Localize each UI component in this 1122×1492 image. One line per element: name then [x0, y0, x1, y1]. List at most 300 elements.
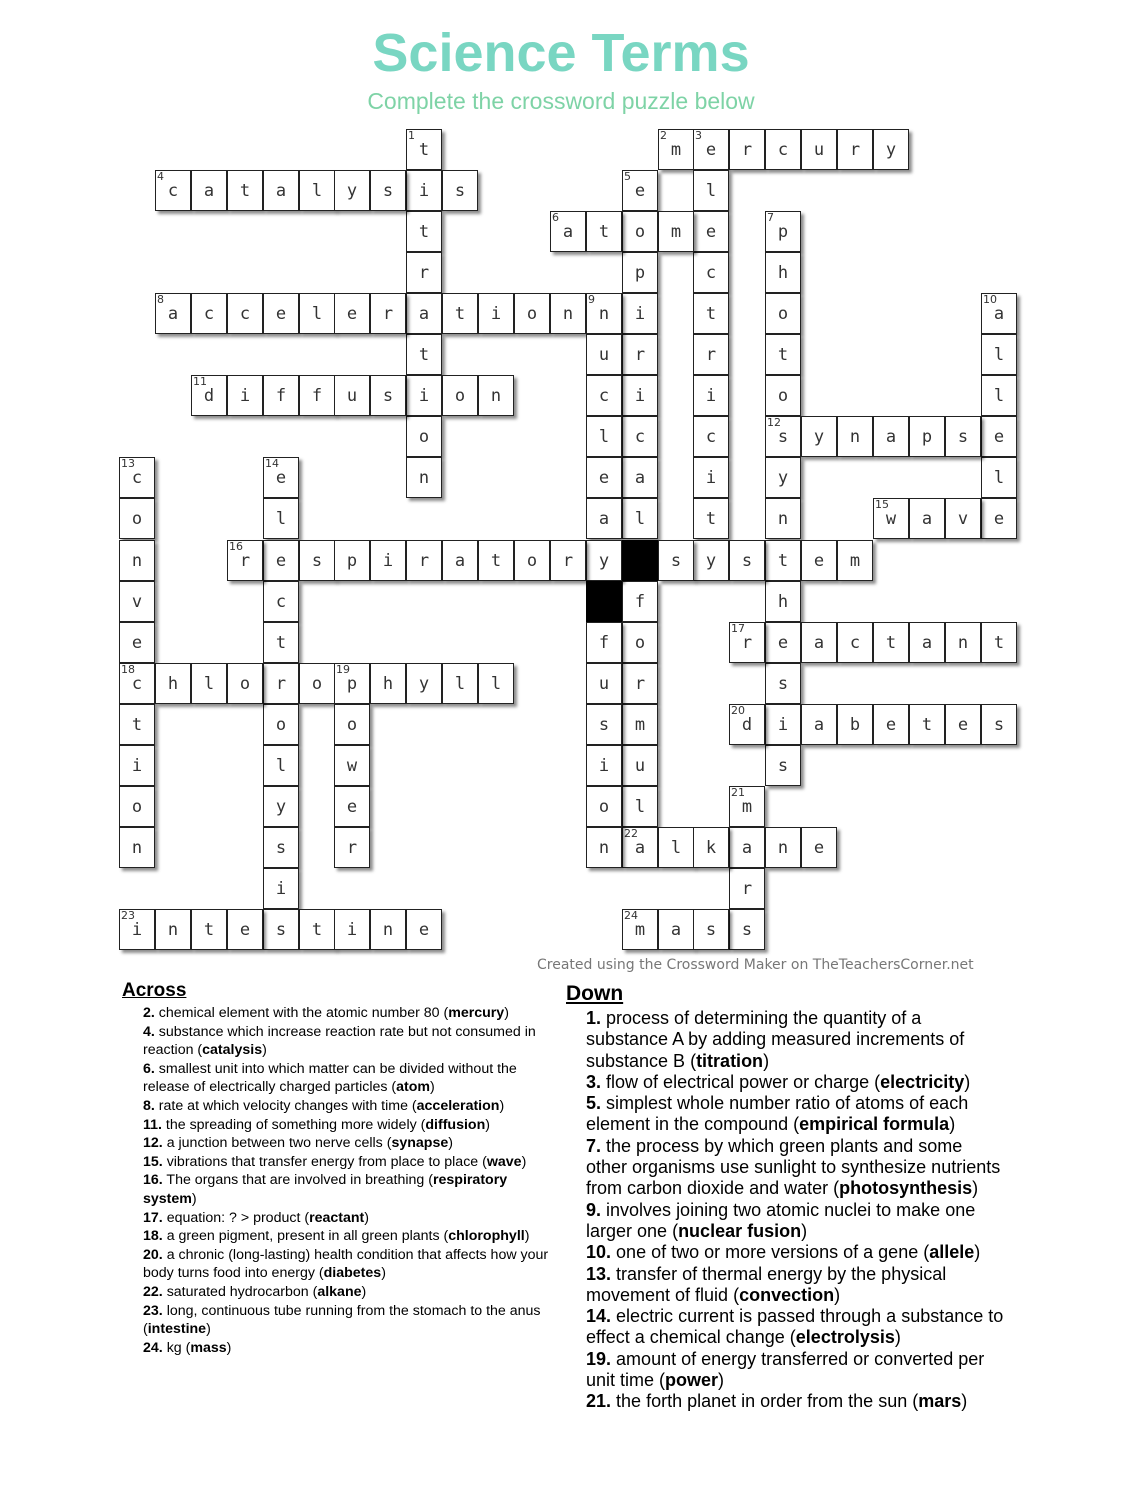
- clue-number: 23.: [143, 1302, 163, 1319]
- crossword-cell: [873, 416, 909, 457]
- cell-letter: a: [993, 304, 1005, 324]
- cell-letter: e: [346, 797, 358, 817]
- cell-letter: s: [993, 715, 1005, 735]
- crossword-cell: [586, 663, 622, 704]
- cell-letter: e: [131, 633, 143, 653]
- clue-number: 3.: [586, 1071, 602, 1092]
- crossword-cell: [119, 540, 155, 581]
- across-clue: 17. equation: ? > product (reactant): [143, 1209, 369, 1226]
- cell-number: 5: [624, 170, 631, 183]
- crossword-cell: [729, 622, 765, 663]
- cell-letter: r: [741, 879, 753, 899]
- cell-letter: n: [849, 427, 861, 447]
- cell-letter: r: [418, 263, 430, 283]
- cell-letter: l: [311, 181, 323, 201]
- cell-letter: l: [634, 509, 646, 529]
- down-clue: 1. process of determining the quantity of a substance A by adding measured increments of substance B (titration): [586, 1008, 965, 1071]
- crossword-cell: [622, 909, 658, 950]
- cell-letter: r: [382, 304, 394, 324]
- cell-letter: y: [418, 674, 430, 694]
- crossword-cell: [873, 704, 909, 745]
- down-clues: [566, 982, 1006, 1413]
- clue-answer: reactant: [309, 1209, 365, 1226]
- crossword-cell: [263, 663, 299, 704]
- cell-letter: r: [634, 345, 646, 365]
- crossword-cell: [729, 704, 765, 745]
- crossword-cell: [693, 252, 729, 293]
- crossword-cell: [981, 704, 1017, 745]
- cell-letter: s: [705, 920, 717, 940]
- clue-answer: nuclear fusion: [678, 1220, 802, 1241]
- clue-answer: catalysis: [202, 1042, 263, 1059]
- cell-letter: o: [131, 509, 143, 529]
- cell-letter: t: [239, 181, 251, 201]
- crossword-cell: [945, 704, 981, 745]
- cell-letter: l: [275, 509, 287, 529]
- cell-letter: r: [418, 551, 430, 571]
- clue-text: simplest whole number ratio of atoms of each element in the compound: [586, 1093, 969, 1135]
- crossword-cell: [550, 211, 586, 252]
- cell-letter: d: [203, 386, 215, 406]
- cell-letter: h: [777, 263, 789, 283]
- crossword-cell: [981, 293, 1017, 334]
- cell-letter: t: [275, 633, 287, 653]
- crossword-cell: [227, 293, 263, 334]
- clue-number: 15.: [143, 1153, 163, 1170]
- cell-letter: e: [346, 304, 358, 324]
- cell-number: 23: [121, 909, 135, 922]
- cell-letter: t: [454, 304, 466, 324]
- crossword-cell: [442, 663, 478, 704]
- across-clue: 24. kg (mass): [143, 1339, 232, 1356]
- crossword-cell: [945, 498, 981, 539]
- cell-letter: l: [275, 756, 287, 776]
- crossword-cell: [765, 704, 801, 745]
- crossword-cell: [622, 293, 658, 334]
- cell-letter: s: [382, 181, 394, 201]
- crossword-cell: [370, 375, 406, 416]
- clue-number: 12.: [143, 1135, 163, 1152]
- clue-answer: titration: [696, 1050, 764, 1071]
- cell-letter: c: [598, 386, 610, 406]
- crossword-cell: [406, 252, 442, 293]
- crossword-cell: [406, 129, 442, 170]
- clue-number: 19.: [586, 1348, 612, 1369]
- cell-letter: t: [885, 633, 897, 653]
- crossword-cell: [981, 498, 1017, 539]
- crossword-cell: [729, 868, 765, 909]
- crossword-cell: [729, 909, 765, 950]
- crossword-cell: [693, 909, 729, 950]
- clue-answer: diabetes: [323, 1265, 382, 1282]
- crossword-cell: [765, 581, 801, 622]
- crossword-cell: [334, 375, 370, 416]
- crossword-cell: [478, 663, 514, 704]
- cell-letter: s: [957, 427, 969, 447]
- cell-letter: o: [275, 715, 287, 735]
- clue-answer: empirical formula: [799, 1114, 950, 1135]
- cell-letter: s: [670, 551, 682, 571]
- cell-letter: a: [885, 427, 897, 447]
- cell-letter: i: [490, 304, 502, 324]
- cell-letter: y: [813, 427, 825, 447]
- cell-number: 11: [193, 375, 207, 388]
- cell-letter: r: [741, 633, 753, 653]
- crossword-cell: [765, 622, 801, 663]
- cell-letter: h: [167, 674, 179, 694]
- clue-answer: chlorophyll: [448, 1228, 525, 1245]
- crossword-cell: [119, 622, 155, 663]
- crossword-cell: [406, 293, 442, 334]
- crossword-cell: [155, 909, 191, 950]
- crossword-cell: [299, 293, 335, 334]
- crossword-cell: [370, 293, 406, 334]
- crossword-cell: [658, 129, 694, 170]
- crossword-cell: [334, 827, 370, 868]
- cell-letter: f: [598, 633, 610, 653]
- crossword-cell: [693, 827, 729, 868]
- cell-letter: i: [346, 920, 358, 940]
- crossword-cell: [406, 909, 442, 950]
- clue-text: chemical element with the atomic number 80: [158, 1005, 440, 1021]
- crossword-cell: [658, 909, 694, 950]
- cell-number: 13: [121, 457, 135, 470]
- crossword-cell: [837, 416, 873, 457]
- clue-number: 21.: [586, 1391, 612, 1412]
- crossword-cell: [478, 293, 514, 334]
- cell-letter: a: [562, 222, 574, 242]
- cell-letter: n: [131, 551, 143, 571]
- black-square: [586, 581, 622, 622]
- cell-letter: s: [311, 551, 323, 571]
- crossword-cell: [622, 663, 658, 704]
- cell-letter: t: [418, 345, 430, 365]
- clue-answer: mass: [190, 1339, 227, 1356]
- clue-text: the forth planet in order from the sun: [616, 1391, 908, 1412]
- crossword-cell: [263, 909, 299, 950]
- cell-letter: m: [849, 551, 861, 571]
- cell-letter: p: [777, 222, 789, 242]
- cell-letter: i: [705, 386, 717, 406]
- cell-letter: l: [454, 674, 466, 694]
- down-clue: 19. amount of energy transferred or converted per unit time (power): [586, 1348, 985, 1391]
- cell-letter: a: [670, 920, 682, 940]
- crossword-cell: [155, 293, 191, 334]
- cell-letter: o: [777, 386, 789, 406]
- cell-letter: c: [203, 304, 215, 324]
- cell-letter: r: [741, 140, 753, 160]
- cell-number: 6: [552, 211, 559, 224]
- cell-letter: u: [813, 140, 825, 160]
- crossword-cell: [873, 129, 909, 170]
- cell-letter: e: [885, 715, 897, 735]
- crossword-cell: [765, 293, 801, 334]
- cell-letter: o: [598, 797, 610, 817]
- across-clue: 11. the spreading of something more widely (diffusion): [143, 1116, 490, 1133]
- cell-letter: c: [777, 140, 789, 160]
- crossword-cell: [263, 704, 299, 745]
- cell-letter: e: [813, 551, 825, 571]
- across-heading: Across: [122, 980, 187, 1001]
- cell-number: 22: [624, 827, 638, 840]
- down-clue: 7. the process by which green plants and some other organisms use sunlight to synthesize nutrients from carbon dioxide and water (photosynthesis): [586, 1135, 1001, 1199]
- crossword-cell: [622, 745, 658, 786]
- cell-letter: e: [239, 920, 251, 940]
- cell-letter: n: [490, 386, 502, 406]
- clue-text: electric current is passed through a substance to effect a chemical change: [586, 1306, 1004, 1348]
- across-clue: 20. a chronic (long-lasting) health condition that affects how your body turns food into energy (diabetes): [143, 1246, 549, 1282]
- clue-number: 13.: [586, 1263, 612, 1284]
- clue-answer: alkane: [317, 1283, 362, 1300]
- cell-number: 18: [121, 663, 135, 676]
- crossword-cell: [299, 909, 335, 950]
- cell-letter: t: [921, 715, 933, 735]
- cell-letter: a: [813, 715, 825, 735]
- cell-letter: u: [598, 345, 610, 365]
- cell-letter: r: [849, 140, 861, 160]
- cell-number: 20: [731, 704, 745, 717]
- clue-text: kg: [166, 1339, 182, 1356]
- crossword-cell: [765, 252, 801, 293]
- clue-answer: electricity: [880, 1071, 965, 1092]
- crossword-cell: [334, 745, 370, 786]
- crossword-cell: [191, 909, 227, 950]
- cell-letter: l: [634, 797, 646, 817]
- crossword-cell: [119, 663, 155, 704]
- crossword-cell: [622, 622, 658, 663]
- cell-letter: o: [777, 304, 789, 324]
- crossword-cell: [263, 581, 299, 622]
- crossword-cell: [370, 663, 406, 704]
- crossword-cell: [909, 704, 945, 745]
- cell-number: 15: [875, 498, 889, 511]
- cell-number: 3: [695, 129, 702, 142]
- cell-letter: i: [239, 386, 251, 406]
- crossword-cell: [334, 540, 370, 581]
- crossword-cell: [586, 622, 622, 663]
- across-clue: 2. chemical element with the atomic number 80 (mercury): [143, 1005, 509, 1021]
- clue-text: one of two or more versions of a gene: [616, 1242, 919, 1263]
- cell-letter: o: [634, 633, 646, 653]
- cell-letter: l: [490, 674, 502, 694]
- cell-letter: y: [598, 551, 610, 571]
- clue-text: smallest unit into which matter can be divided without the release of electrically charged particles: [143, 1060, 517, 1096]
- cell-letter: n: [131, 838, 143, 858]
- clue-number: 5.: [586, 1093, 602, 1114]
- cell-letter: u: [634, 756, 646, 776]
- crossword-cell: [693, 457, 729, 498]
- cell-number: 8: [157, 293, 164, 306]
- crossword-cell: [334, 293, 370, 334]
- cell-letter: s: [777, 427, 789, 447]
- cell-letter: v: [957, 509, 969, 529]
- crossword-cell: [119, 786, 155, 827]
- across-clue: 16. The organs that are involved in breathing (respiratory system): [143, 1172, 508, 1207]
- crossword-cell: [334, 170, 370, 211]
- cell-letter: l: [705, 181, 717, 201]
- cell-letter: s: [777, 756, 789, 776]
- cell-letter: a: [634, 838, 646, 858]
- cell-letter: b: [849, 715, 861, 735]
- cell-letter: e: [957, 715, 969, 735]
- cell-letter: c: [849, 633, 861, 653]
- crossword-cell: [801, 540, 837, 581]
- cell-letter: s: [598, 715, 610, 735]
- clue-text: the process by which green plants and some other organisms use sunlight to synthesize nutrients from carbon dioxide and water: [586, 1135, 1001, 1199]
- clue-number: 16.: [143, 1172, 163, 1189]
- cell-letter: t: [203, 920, 215, 940]
- cell-letter: t: [490, 551, 502, 571]
- crossword-cell: [334, 663, 370, 704]
- clue-answer: acceleration: [416, 1097, 500, 1114]
- credit-line: Created using the Crossword Maker on TheTeachersCorner.net: [537, 957, 974, 973]
- clue-number: 8.: [143, 1097, 155, 1114]
- crossword-cell: [801, 827, 837, 868]
- cell-letter: l: [993, 386, 1005, 406]
- crossword-cell: [945, 622, 981, 663]
- crossword-cell: [622, 498, 658, 539]
- down-clue: 5. simplest whole number ratio of atoms of each element in the compound (empirical formula): [586, 1093, 969, 1135]
- crossword-cell: [586, 457, 622, 498]
- cell-letter: c: [131, 674, 143, 694]
- crossword-cell: [586, 827, 622, 868]
- crossword-cell: [442, 293, 478, 334]
- clue-number: 1.: [586, 1008, 602, 1028]
- cell-letter: n: [777, 509, 789, 529]
- crossword-cell: [119, 909, 155, 950]
- cell-letter: l: [598, 427, 610, 447]
- crossword-cell: [622, 252, 658, 293]
- clue-number: 17.: [143, 1209, 163, 1226]
- crossword-cell: [406, 416, 442, 457]
- cell-letter: t: [418, 140, 430, 160]
- crossword-cell: [586, 211, 622, 252]
- cell-letter: a: [275, 181, 287, 201]
- crossword-cell: [693, 375, 729, 416]
- clue-answer: electrolysis: [795, 1327, 895, 1348]
- cell-letter: c: [275, 592, 287, 612]
- black-square: [622, 540, 658, 581]
- crossword-cell: [263, 827, 299, 868]
- cell-letter: s: [741, 551, 753, 571]
- crossword-cell: [765, 745, 801, 786]
- down-clue: 14. electric current is passed through a substance to effect a chemical change (electrolysis): [586, 1306, 1004, 1348]
- cell-letter: u: [346, 386, 358, 406]
- crossword-cell: [729, 129, 765, 170]
- cell-letter: o: [634, 222, 646, 242]
- crossword-cell: [442, 540, 478, 581]
- clue-text: vibrations that transfer energy from place to place: [166, 1153, 479, 1170]
- cell-letter: n: [418, 468, 430, 488]
- cell-letter: s: [777, 674, 789, 694]
- cell-letter: i: [634, 386, 646, 406]
- crossword-cell: [945, 416, 981, 457]
- clue-number: 14.: [586, 1306, 612, 1327]
- crossword-cell: [586, 540, 622, 581]
- clue-text: substance which increase reaction rate but not consumed in reaction: [143, 1023, 536, 1059]
- crossword-cell: [119, 704, 155, 745]
- cell-number: 1: [408, 129, 415, 142]
- cell-letter: e: [634, 181, 646, 201]
- cell-letter: w: [885, 509, 897, 529]
- cell-number: 14: [265, 457, 279, 470]
- crossword-cell: [227, 540, 263, 581]
- cell-letter: v: [131, 592, 143, 612]
- crossword-cell: [693, 293, 729, 334]
- clue-text: equation: ? > product: [166, 1209, 301, 1226]
- crossword-cell: [550, 293, 586, 334]
- cell-letter: n: [598, 304, 610, 324]
- crossword-cell: [622, 704, 658, 745]
- clue-text: involves joining two atomic nuclei to make one larger one: [586, 1199, 976, 1241]
- crossword-cell: [693, 170, 729, 211]
- cell-letter: k: [705, 838, 717, 858]
- page-title: Science Terms: [372, 23, 750, 83]
- across-clue: 23. long, continuous tube running from the stomach to the anus (intestine): [143, 1302, 541, 1338]
- crossword-cell: [406, 457, 442, 498]
- cell-letter: c: [239, 304, 251, 324]
- down-clue: 10. one of two or more versions of a gene (allele): [586, 1242, 981, 1263]
- clue-answer: respiratory system: [143, 1172, 508, 1207]
- cell-letter: c: [705, 427, 717, 447]
- cell-letter: t: [705, 304, 717, 324]
- clue-number: 7.: [586, 1135, 602, 1156]
- crossword-cell: [191, 663, 227, 704]
- clue-text: the spreading of something more widely: [165, 1116, 417, 1133]
- crossword-cell: [406, 663, 442, 704]
- cell-letter: a: [634, 468, 646, 488]
- cell-letter: w: [346, 756, 358, 776]
- crossword-cell: [478, 375, 514, 416]
- cell-letter: i: [634, 304, 646, 324]
- cell-letter: o: [131, 797, 143, 817]
- crossword-cell: [406, 211, 442, 252]
- crossword-cell: [263, 622, 299, 663]
- cell-letter: o: [239, 674, 251, 694]
- across-clue: 4. substance which increase reaction rate but not consumed in reaction (catalysis): [143, 1023, 536, 1059]
- crossword-cell: [263, 375, 299, 416]
- crossword-cell: [370, 540, 406, 581]
- clue-answer: mars: [918, 1391, 962, 1412]
- clue-text: flow of electrical power or charge: [606, 1071, 870, 1092]
- crossword-cell: [370, 170, 406, 211]
- cell-letter: p: [921, 427, 933, 447]
- cell-letter: e: [705, 222, 717, 242]
- cell-letter: i: [131, 756, 143, 776]
- crossword-cell: [981, 334, 1017, 375]
- crossword-cell: [873, 498, 909, 539]
- crossword-cell: [801, 416, 837, 457]
- cell-number: 10: [983, 293, 997, 306]
- crossword-cell: [909, 416, 945, 457]
- cell-letter: r: [239, 551, 251, 571]
- crossword-cell: [263, 498, 299, 539]
- cell-letter: a: [418, 304, 430, 324]
- cell-letter: p: [346, 551, 358, 571]
- cell-letter: a: [921, 509, 933, 529]
- cell-letter: o: [454, 386, 466, 406]
- clue-number: 9.: [586, 1199, 602, 1220]
- cell-letter: m: [670, 222, 682, 242]
- crossword-cell: [837, 129, 873, 170]
- cell-letter: y: [346, 181, 358, 201]
- crossword-cell: [981, 375, 1017, 416]
- cell-number: 7: [767, 211, 774, 224]
- cell-number: 21: [731, 786, 745, 799]
- crossword-cell: [191, 293, 227, 334]
- cell-letter: i: [382, 551, 394, 571]
- clue-number: 20.: [143, 1246, 163, 1263]
